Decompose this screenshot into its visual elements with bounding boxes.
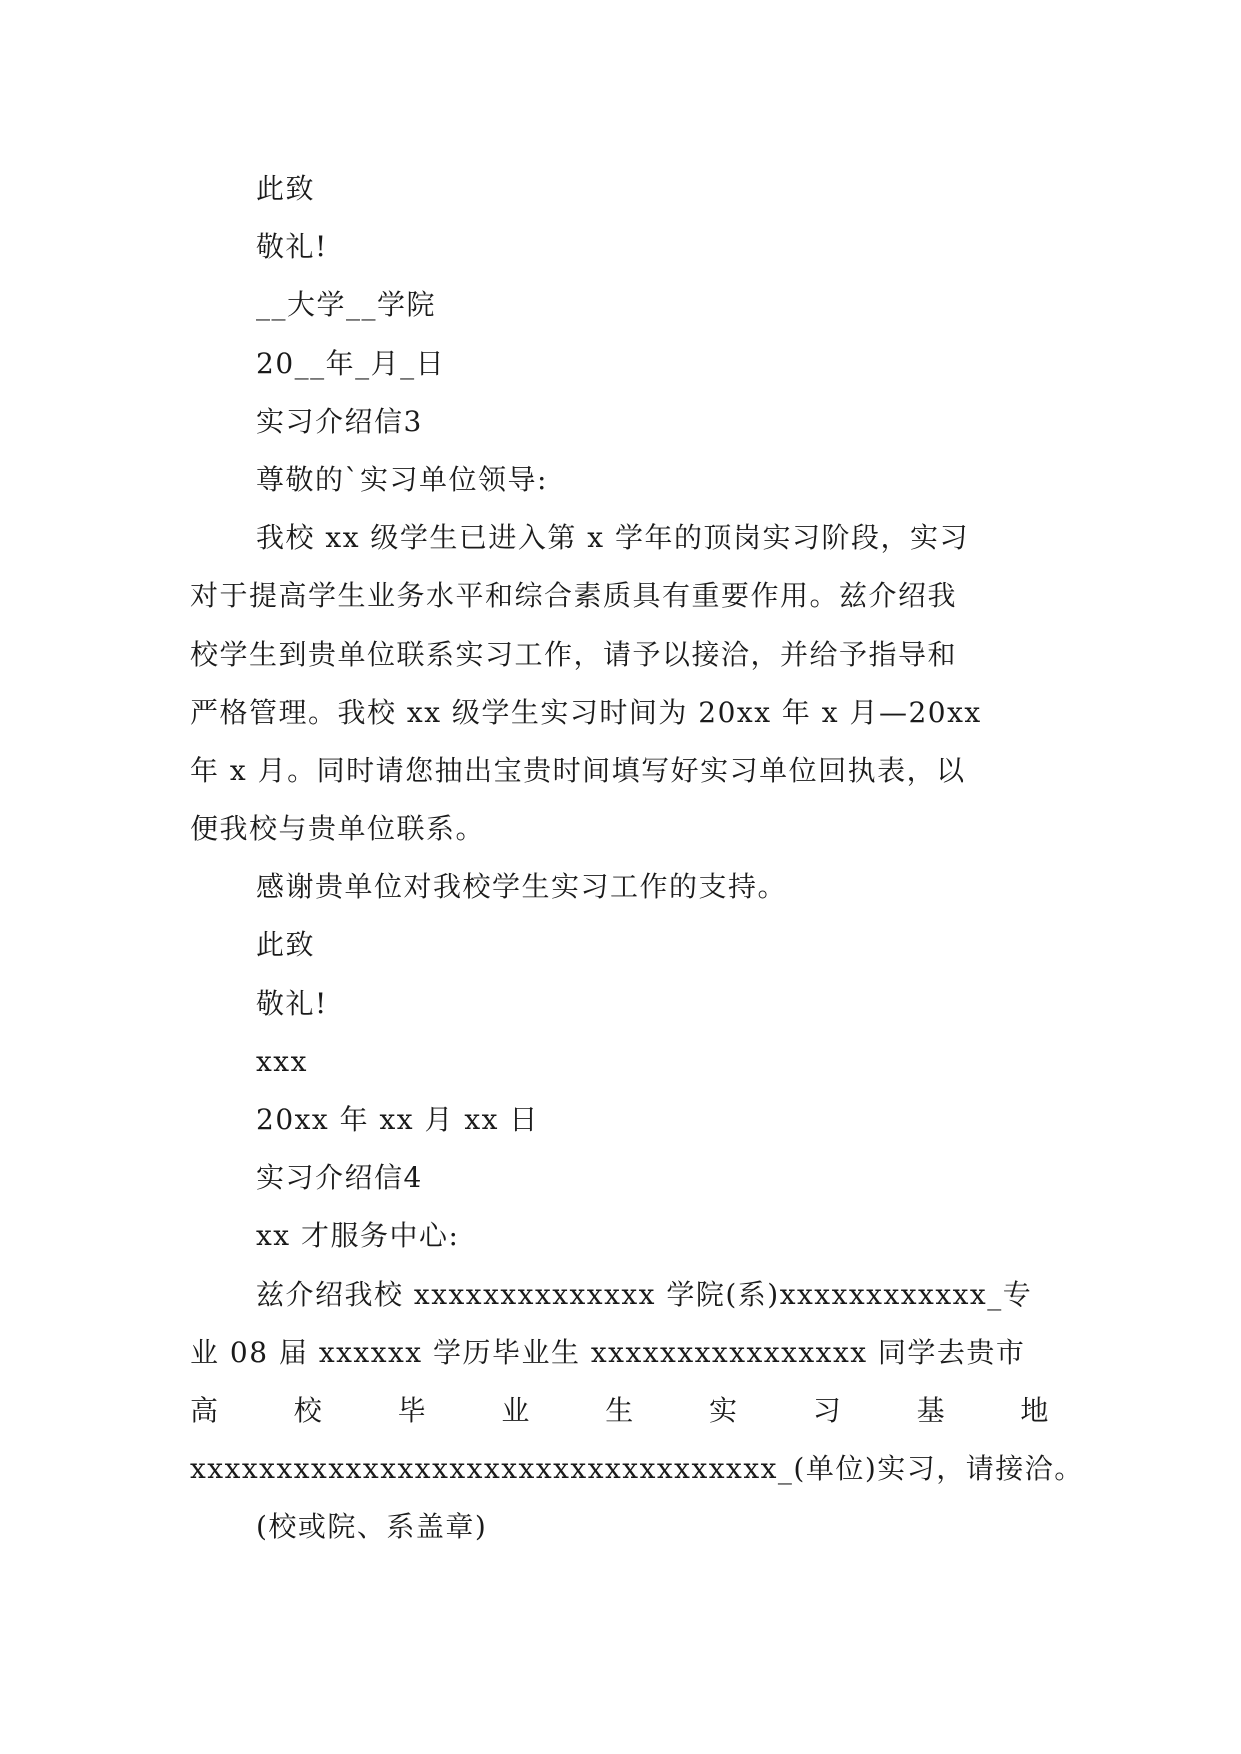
letter-title-4: 实习介绍信4 [256, 1161, 423, 1195]
paragraph-line: 校学生到贵单位联系实习工作，请予以接洽，并给予指导和 [190, 637, 958, 671]
justified-char: 毕 [397, 1393, 428, 1427]
closing-regards: 敬礼! [256, 986, 328, 1020]
justified-char: 习 [812, 1393, 843, 1427]
signature-school: __大学__学院 [256, 288, 437, 322]
letter-title-3: 实习介绍信3 [256, 404, 423, 438]
paragraph-line: 对于提高学生业务水平和综合素质具有重要作用。兹介绍我 [190, 579, 958, 613]
paragraph-line: 严格管理。我校 xx 级学生实习时间为 20xx 年 x 月—20xx [190, 695, 982, 729]
closing-salutation: 此致 [256, 928, 316, 962]
paragraph-line: 兹介绍我校 xxxxxxxxxxxxxx 学院(系)xxxxxxxxxxxx_专 [256, 1277, 1033, 1311]
justified-char: 高 [190, 1393, 220, 1427]
signature-date: 20__年_月_日 [256, 346, 446, 380]
paragraph-line: 我校 xx 级学生已进入第 x 学年的顶岗实习阶段，实习 [256, 521, 969, 555]
justified-char: 校 [293, 1393, 324, 1427]
letter-recipient: xx 才服务中心: [256, 1219, 460, 1253]
closing-regards: 敬礼! [256, 230, 328, 264]
paragraph-line: 便我校与贵单位联系。 [190, 812, 486, 846]
letter-greeting: 尊敬的`实习单位领导: [256, 462, 548, 496]
justified-char: 基 [916, 1393, 947, 1427]
justified-char: 实 [708, 1393, 739, 1427]
justified-char: 地 [1020, 1393, 1050, 1427]
justified-line [190, 1382, 1050, 1440]
signature-name: xxx [256, 1044, 308, 1078]
letter-body [190, 160, 1084, 1557]
paragraph-line: xxxxxxxxxxxxxxxxxxxxxxxxxxxxxxxxxx_(单位)实习，请接洽。 [190, 1452, 1084, 1486]
paragraph-line: 年 x 月。同时请您抽出宝贵时间填写好实习单位回执表，以 [190, 753, 966, 787]
justified-char: 业 [501, 1393, 531, 1427]
closing-salutation: 此致 [256, 172, 316, 205]
signature-date: 20xx 年 xx 月 xx 日 [256, 1103, 539, 1136]
seal-note: (校或院、系盖章) [256, 1510, 488, 1544]
justified-char: 生 [605, 1393, 635, 1427]
paragraph-line: 业 08 届 xxxxxx 学历毕业生 xxxxxxxxxxxxxxxx 同学去贵市 [190, 1335, 1026, 1369]
thanks-line: 感谢贵单位对我校学生实习工作的支持。 [256, 870, 788, 904]
